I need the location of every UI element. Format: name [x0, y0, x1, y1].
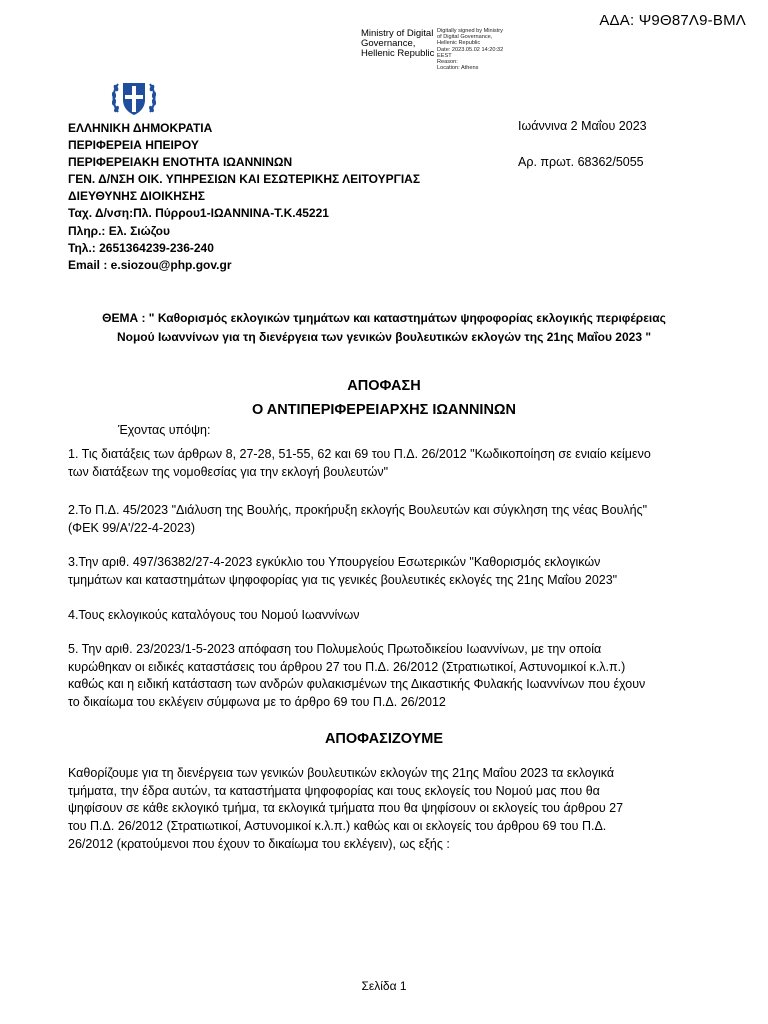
subject-line: Νομού Ιωαννίνων για τη διενέργεια των γενικών βουλευτικών εκλογών της 21ης Μαΐου 2023 "	[116, 330, 652, 344]
header-line: Πληρ.: Ελ. Σιώζου	[68, 223, 170, 238]
considering-label: Έχοντας υπόψη:	[118, 423, 211, 437]
header-block	[68, 120, 420, 274]
page-number: Σελίδα 1	[361, 979, 407, 993]
resolution-text	[68, 765, 708, 854]
list-item-line: 4.Τους εκλογικούς καταλόγους του Νομού Ιωαννίνων	[68, 608, 360, 622]
list-item-line: των διατάξεων της νομοθεσίας για την εκλογή βουλευτών"	[68, 464, 389, 479]
list-item	[68, 607, 708, 625]
signature-detail-line: Location: Athens	[437, 65, 479, 72]
signature-detail-line: Hellenic Republic	[437, 40, 481, 47]
header-line: Ταχ. Δ/νση:Πλ. Πύρρου1-ΙΩΑΝΝΙΝΑ-Τ.Κ.45221	[68, 206, 329, 221]
list-item	[68, 554, 708, 589]
header-line: ΔΙΕΥΘΥΝΗΣ ΔΙΟΙΚΗΣΗΣ	[68, 189, 205, 204]
signature-detail-line: EEST	[437, 52, 452, 59]
signature-detail-line: of Digital Governance,	[437, 34, 493, 41]
signature-detail-line: Reason:	[437, 59, 458, 66]
signature-detail-line: Date: 2023.05.02 14:20:32	[437, 46, 504, 53]
list-item-line: 3.Την αριθ. 497/36382/27-4-2023 εγκύκλιο του Υπουργείου Εσωτερικών "Καθορισμός εκλογικών	[68, 555, 601, 569]
decision-title: ΑΠΟΦΑΣΗ	[347, 378, 421, 394]
subject	[40, 309, 728, 347]
header-line: Email : e.siozou@php.gov.gr	[68, 257, 232, 272]
decision-authority: Ο ΑΝΤΙΠΕΡΙΦΕΡΕΙΑΡΧΗΣ ΙΩΑΝΝΙΝΩΝ	[251, 402, 517, 418]
list-item-line: (ΦΕΚ 99/Α'/22-4-2023)	[68, 520, 196, 535]
subject-line: ΘΕΜΑ : " Καθορισμός εκλογικών τμημάτων και καταστημάτων ψηφοφορίας εκλογικής περιφέρειας	[102, 311, 666, 325]
header-line: ΕΛΛΗΝΙΚΗ ΔΗΜΟΚΡΑΤΙΑ	[68, 121, 213, 135]
list-item-line: 1. Τις διατάξεις των άρθρων 8, 27-28, 51-55, 62 και 69 του Π.Δ. 26/2012 "Κωδικοποίηση σε ενιαίο κείμενο	[68, 447, 651, 461]
signature-ministry-line: Hellenic Republic	[361, 48, 435, 59]
resolution-line: τμήματα, την έδρα αυτών, τα καταστήματα ψηφοφορίας και τους εκλογείς του Νομού μας που θα	[68, 783, 600, 798]
resolution-line: Καθορίζουμε για τη διενέργεια των γενικών βουλευτικών εκλογών της 21ης Μαΐου 2023 τα εκλογικά	[68, 766, 615, 780]
list-item-line: το δικαίωμα του εκλέγειν σύμφωνα με το άρθρο 69 του Π.Δ. 26/2012	[68, 695, 446, 710]
list-item-line: 5. Την αριθ. 23/2023/1-5-2023 απόφαση του Πολυμελούς Πρωτοδικείου Ιωαννίνων, με την οποία	[68, 642, 602, 656]
header-line: ΠΕΡΙΦΕΡΕΙΑΚΗ ΕΝΟΤΗΤΑ ΙΩΑΝΝΙΝΩΝ	[68, 155, 293, 170]
list-item	[68, 502, 708, 537]
resolution-line: του Π.Δ. 26/2012 (Στρατιωτικοί, Αστυνομικοί κ.λ.π.) καθώς και οι εκλογείς του άρθρου 69 του Π.Δ.	[68, 819, 607, 834]
header-line: ΓΕΝ. Δ/ΝΣΗ ΟΙΚ. ΥΠΗΡΕΣΙΩΝ ΚΑΙ ΕΣΩΤΕΡΙΚΗΣ ΛΕΙΤΟΥΡΓΙΑΣ	[68, 172, 421, 187]
list-item-line: τμημάτων και καταστημάτων ψηφοφορίας για τις γενικές βουλευτικές εκλογές της 21ης Μαΐου 2023"	[68, 572, 618, 587]
resolution-line: ψηφίσουν σε κάθε εκλογικό τμήμα, τα εκλογικά τμήματα που θα ψηφίσουν οι εκλογείς του άρθρου 27	[68, 801, 624, 816]
document-date: Ιωάννινα 2 Μαΐου 2023	[518, 119, 647, 133]
list-item-line: κυρώθηκαν οι ειδικές καταστάσεις του άρθρου 27 του Π.Δ. 26/2012 (Στρατιωτικοί, Αστυνομικοί κ.λ.π.)	[68, 659, 626, 674]
header-line: Τηλ.: 2651364239-236-240	[68, 240, 214, 255]
resolution-title: ΑΠΟΦΑΣΙΖΟΥΜΕ	[324, 731, 444, 747]
signature-ministry-line: Governance,	[361, 38, 416, 49]
signature-ministry-line: Ministry of Digital	[361, 28, 434, 39]
list-item-line: 2.Το Π.Δ. 45/2023 "Διάλυση της Βουλής, προκήρυξη εκλογής Βουλευτών και σύγκληση της νέας Βουλής"	[68, 503, 648, 517]
list-item	[68, 446, 708, 481]
header-line: ΠΕΡΙΦΕΡΕΙΑ ΗΠΕΙΡΟΥ	[68, 138, 199, 153]
signature-detail-line: Digitally signed by Ministry	[437, 28, 503, 34]
resolution-line: 26/2012 (κρατούμενοι που έχουν το δικαίωμα του εκλέγειν), ως εξής :	[68, 836, 450, 851]
list-item	[68, 641, 708, 712]
signature-ministry	[361, 29, 434, 59]
greek-coat-of-arms-icon	[110, 76, 158, 120]
protocol-number: Αρ. πρωτ. 68362/5055	[518, 155, 644, 169]
list-item-line: καθώς και η ειδική κατάσταση των ανδρών φυλακισμένων της Δικαστικής Φυλακής Ιωαννίνων που έχουν	[68, 677, 646, 692]
signature-details	[437, 28, 503, 71]
ada-code: ΑΔΑ: Ψ9Θ87Λ9-ΒΜΛ	[599, 12, 746, 29]
